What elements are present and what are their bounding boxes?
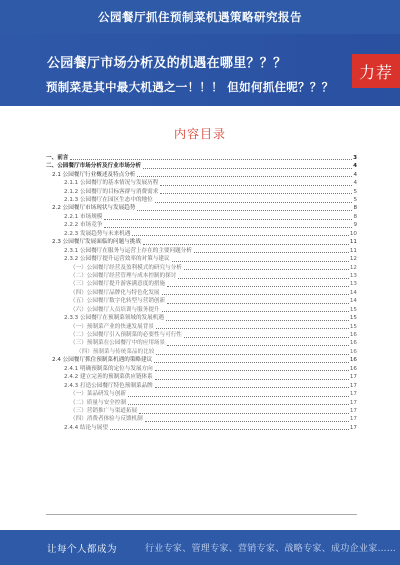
toc-entry-page: 12 [349, 264, 357, 271]
toc-entry-page: 17 [349, 407, 357, 414]
toc-leader-dots [184, 269, 349, 270]
toc-leader-dots [167, 303, 349, 304]
toc-entry[interactable] [46, 229, 357, 237]
toc-divider [46, 514, 357, 515]
toc-leader-dots [155, 370, 349, 371]
toc-entry-page: 8 [353, 213, 357, 220]
toc-entry-title: 2.2 公园餐厅市场现状与发展趋势 [52, 205, 136, 212]
toc-entry-title: 2.1.3 公园餐厅在园区生态中的地位 [64, 197, 153, 204]
toc-leader-dots [166, 320, 349, 321]
footer-roles: 行业专家、管理专家、营销专家、战略专家、成功企业家…… [145, 544, 397, 554]
toc-entry-title: 2.3.2 公园餐厅提升运营效率的对策与建议 [64, 256, 170, 263]
report-header-bar [0, 0, 400, 34]
toc-entry[interactable] [46, 153, 357, 161]
toc-entry-title: 2.2.3 发展趋势与未来机遇 [64, 230, 131, 237]
toc-leader-dots [104, 227, 352, 228]
toc-entry[interactable] [46, 372, 357, 380]
toc-entry-title: （一）菜品研发与创新 [70, 391, 126, 398]
toc-entry-page: 15 [349, 323, 357, 330]
toc-entry-page: 16 [349, 348, 357, 355]
toc-title: 内容目录 [173, 127, 226, 141]
toc-entry-page: 16 [349, 357, 357, 364]
toc-entry-title: 2.3.1 公园餐厅在服务与运营上存在的主要问题分析 [64, 247, 192, 254]
toc-entry[interactable] [46, 161, 357, 169]
toc-entry[interactable] [46, 322, 357, 330]
toc-entry-title: 2.3.3 公园餐厅在预制菜领域的发展机遇 [64, 315, 164, 322]
toc-entry[interactable] [46, 356, 357, 364]
toc-entry-title: （一）公园餐厅经营及盈利模式的研究与分析 [70, 264, 182, 271]
toc-entry-page: 15 [349, 315, 357, 322]
toc-entry[interactable] [46, 263, 357, 271]
banner-subheadline: 预制菜是其中最大机遇之一！！！ 但如何抓住呢？？？ [46, 80, 334, 94]
toc-entry-title: （三）公园餐厅提升游客满意度的措施 [70, 281, 166, 288]
toc-entry-page: 14 [349, 298, 357, 305]
toc-entry-page: 16 [349, 365, 357, 372]
toc-leader-dots [137, 176, 352, 177]
toc-leader-dots [145, 421, 349, 422]
toc-entry-title: （三）预制菜在公园餐厅中的应用场景 [70, 340, 166, 347]
toc-entry-title: 2.1.2 公园餐厅的目标客群与消费需求 [64, 188, 159, 195]
toc-leader-dots [178, 278, 349, 279]
toc-leader-dots [110, 429, 349, 430]
toc-entry-page: 9 [353, 222, 357, 229]
toc-entry[interactable] [46, 389, 357, 397]
toc-entry-title: （二）公园餐厅经营管理与成本控制的探讨 [70, 272, 177, 279]
toc-leader-dots [104, 219, 352, 220]
toc-entry[interactable] [46, 288, 357, 296]
toc-entry[interactable] [46, 195, 357, 203]
toc-leader-dots [155, 387, 349, 388]
toc-entry[interactable] [46, 280, 357, 288]
hero-banner [0, 34, 400, 106]
toc-entry[interactable] [46, 246, 357, 254]
toc-leader-dots [160, 185, 352, 186]
toc-entry-title: （五）公园餐厅数字化转型与营销创新 [70, 298, 166, 305]
toc-entry-title: 2.1 公园餐厅行业概述及特点分析 [52, 171, 136, 178]
toc-leader-dots [143, 244, 349, 245]
toc-entry-title: 2.1.1 公园餐厅的基本情况与发展历程 [64, 180, 159, 187]
toc-leader-dots [162, 294, 349, 295]
toc-entry[interactable] [46, 339, 357, 347]
toc-entry[interactable] [46, 170, 357, 178]
banner-headline: 公园餐厅市场分析及的机遇在哪里？？？ [47, 56, 287, 71]
toc-leader-dots [160, 193, 352, 194]
toc-entry[interactable] [46, 364, 357, 372]
toc-entry-title: （二）公园餐厅引入预制菜的必要性与可行性 [70, 332, 182, 339]
toc-entry[interactable] [46, 204, 357, 212]
toc-leader-dots [155, 379, 349, 380]
toc-leader-dots [156, 354, 349, 355]
recommend-badge: 力荐 [352, 54, 400, 88]
toc-entry-page: 12 [349, 256, 357, 263]
toc-leader-dots [137, 210, 352, 211]
toc-leader-dots [162, 311, 349, 312]
toc-entry-title: （四）公园餐厅品牌化与特色化发展 [70, 289, 160, 296]
footer-slogan: 让每个人都成为 [47, 544, 118, 555]
toc-leader-dots [139, 413, 349, 414]
toc-entry-page: 17 [349, 399, 357, 406]
toc-leader-dots [128, 404, 349, 405]
toc-leader-dots [167, 286, 349, 287]
toc-entry-page: 5 [353, 188, 357, 195]
toc-entry-page: 17 [349, 374, 357, 381]
toc-entry[interactable] [46, 187, 357, 195]
toc-entry-page: 16 [349, 332, 357, 339]
toc-entry-page: 5 [353, 197, 357, 204]
toc-entry[interactable] [46, 254, 357, 262]
toc-entry-page: 3 [353, 154, 357, 161]
toc-entry-page: 17 [349, 416, 357, 423]
toc-entry-page: 13 [349, 272, 357, 279]
toc-entry-title: （六）公园餐厅人员培训与服务提升 [70, 306, 160, 313]
toc-leader-dots [156, 328, 349, 329]
toc-entry[interactable] [46, 406, 357, 414]
toc-entry-title: （四）预制菜与传统菜品的比较 [76, 348, 155, 355]
toc-entry-page: 15 [349, 306, 357, 313]
toc-entry[interactable] [46, 305, 357, 313]
toc-entry[interactable] [46, 178, 357, 186]
toc-entry-title: 二、公园餐厅市场分析及行业市场分析 [46, 163, 142, 170]
toc-leader-dots [155, 202, 353, 203]
toc-entry[interactable] [46, 237, 357, 245]
toc-entry[interactable] [46, 296, 357, 304]
toc-entry-title: 2.4.1 明确预制菜的定位与发展方向 [64, 365, 153, 372]
toc-entry[interactable] [46, 347, 357, 355]
toc-entry[interactable] [46, 271, 357, 279]
toc-leader-dots [154, 362, 349, 363]
toc-entry[interactable] [46, 330, 357, 338]
toc-leader-dots [194, 252, 349, 253]
toc-entry[interactable] [46, 415, 357, 423]
toc-entry-title: （三）营销推广与渠道拓展 [70, 407, 138, 414]
toc-entry[interactable] [46, 381, 357, 389]
toc-entry-title: （二）质量与安全控制 [70, 399, 126, 406]
toc-entry-page: 4 [353, 180, 357, 187]
toc-entry[interactable] [46, 423, 357, 431]
toc-leader-dots [128, 396, 349, 397]
footer-bar [0, 530, 400, 565]
toc-leader-dots [143, 168, 352, 169]
toc-leader-dots [172, 261, 349, 262]
toc-entry-page: 10 [349, 230, 357, 237]
toc-entry-page: 4 [353, 171, 357, 178]
toc-entry-title: 2.2.2 市场竞争 [64, 222, 103, 229]
toc-entry-page: 16 [349, 340, 357, 347]
toc-entry-title: 2.4.4 结论与展望 [64, 424, 108, 431]
toc-leader-dots [184, 337, 349, 338]
toc-entry-title: 2.2.1 市场规模 [64, 213, 103, 220]
toc-entry-page: 11 [349, 239, 357, 246]
toc-leader-dots [167, 345, 349, 346]
toc-entry-title: 2.3 公园餐厅发展面临的问题与挑战 [52, 239, 141, 246]
toc-leader-dots [70, 159, 352, 160]
toc-entry[interactable] [46, 221, 357, 229]
toc-entry[interactable] [46, 313, 357, 321]
toc-entry-title: （一）预制菜产业的快速发展背景 [70, 323, 154, 330]
toc-entry-title: 一、前言 [46, 154, 69, 161]
toc-entry-page: 8 [353, 205, 357, 212]
toc-entry-page: 17 [349, 391, 357, 398]
report-title: 公园餐厅抓住预制菜机遇策略研究报告 [98, 10, 302, 24]
toc-entry-page: 13 [349, 281, 357, 288]
toc-entry-page: 4 [353, 163, 357, 170]
toc-entry-page: 17 [349, 382, 357, 389]
toc-leader-dots [132, 235, 349, 236]
toc-entry[interactable] [46, 398, 357, 406]
toc-entry-title: （四）消费者体验与反馈机制 [70, 416, 143, 423]
toc-entry-title: 2.4 公园餐厅抓住预制菜机遇的策略建议 [52, 357, 153, 364]
toc-entry-title: 2.4.3 打造公园餐厅特色预制菜品牌 [64, 382, 153, 389]
toc-entry-title: 2.4.2 建立完善的预制菜供应链体系 [64, 374, 153, 381]
toc-entry[interactable] [46, 212, 357, 220]
toc-entry-page: 11 [349, 247, 357, 254]
toc-entry-page: 17 [349, 424, 357, 431]
table-of-contents [46, 153, 357, 431]
toc-entry-page: 14 [349, 289, 357, 296]
